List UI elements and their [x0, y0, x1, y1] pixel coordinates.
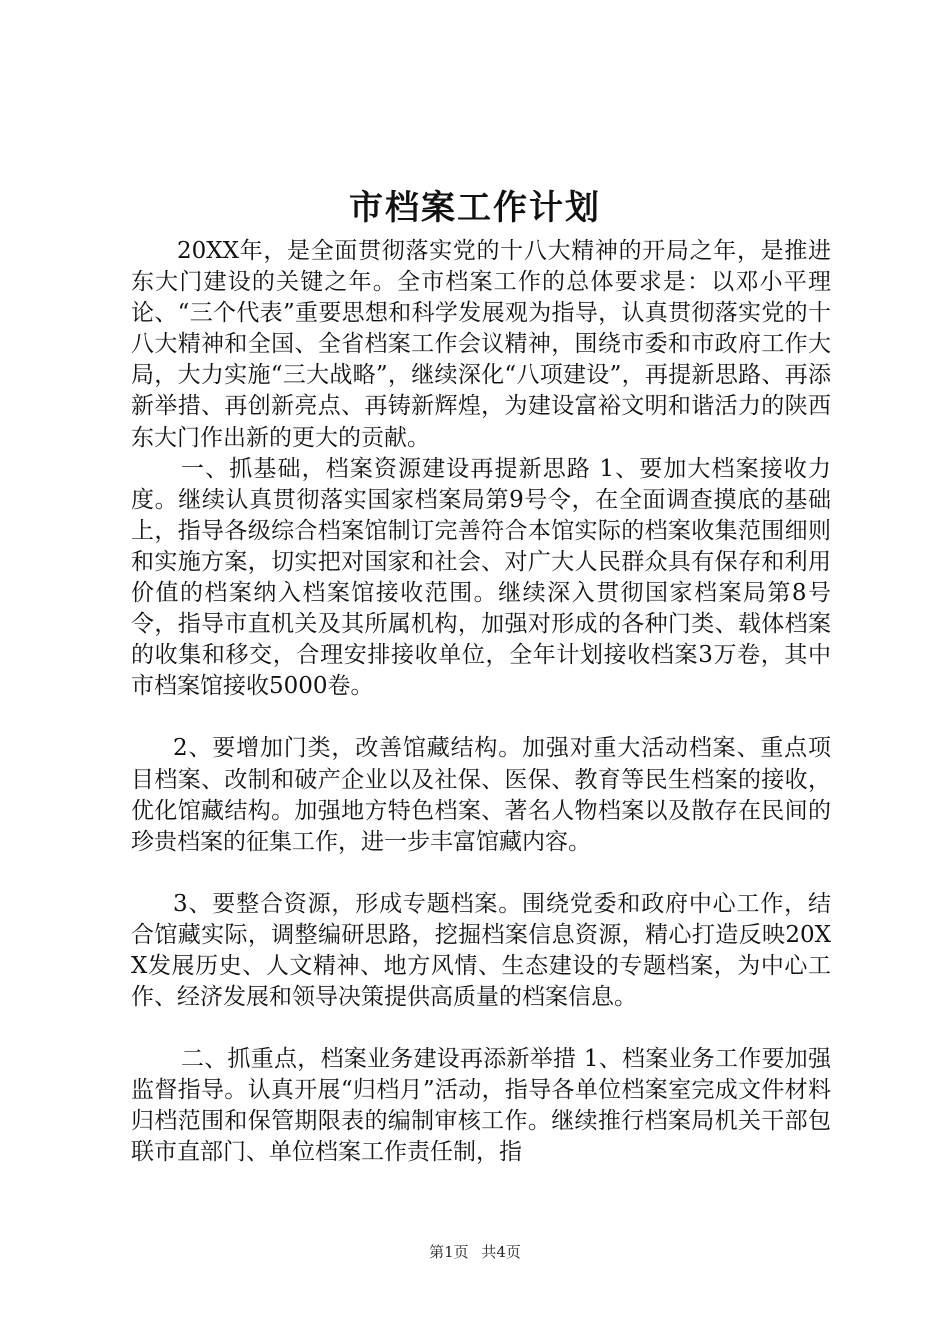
paragraph-intro: 20XX年，是全面贯彻落实党的十八大精神的开局之年，是推进东大门建设的关键之年。全市档案工作的总体要求是：以邓小平理论、“三个代表”重要思想和科学发展观为指导，认真贯彻落实党的十八大精神和全国、全省档案工作会议精神，围绕市委和市政府工作大局，大力实施“三大战略”，继续深化“八项建设”，再提新思路、再添新举措、再创新亮点、再铸新辉煌，为建设富裕文明和谐活力的陕西东大门作出新的更大的贡献。 — [131, 238, 831, 451]
paragraph-gap — [131, 702, 831, 733]
page-number: 第1页 — [429, 1243, 469, 1261]
page-total: 共4页 — [481, 1243, 521, 1261]
page-footer — [0, 1242, 950, 1262]
paragraph-section-two: 二、抓重点，档案业务建设再添新举措 1、档案业务工作要加强监督指导。认真开展“归档月”活动，指导各单位档案室完成文件材料归档范围和保管期限表的编制审核工作。继续推行档案局机关干部包联市直部门、单位档案工作责任制，指 — [131, 1046, 831, 1166]
document-body — [131, 236, 831, 1169]
paragraph-item-three: 3、要整合资源，形成专题档案。围绕党委和政府中心工作，结合馆藏实际，调整编研思路，挖掘档案信息资源，精心打造反映20XX发展历史、人文精神、地方风情、生态建设的专题档案，为中心工作、经济发展和领导决策提供高质量的档案信息。 — [131, 890, 831, 1011]
paragraph-gap — [131, 858, 831, 889]
paragraph-gap — [131, 1013, 831, 1044]
paragraph-section-one: 一、抓基础，档案资源建设再提新思路 1、要加大档案接收力度。继续认真贯彻落实国家档案局第9号令，在全面调查摸底的基础上，指导各级综合档案馆制订完善符合本馆实际的档案收集范围细则和实施方案，切实把对国家和社会、对广大人民群众具有保存和利用价值的档案纳入档案馆接收范围。继续深入贯彻国家档案局第8号令，指导市直机关及其所属机构，加强对形成的各种门类、载体档案的收集和移交，合理安排接收单位，全年计划接收档案3万卷，其中市档案馆接收5000卷。 — [131, 455, 831, 700]
document-title: 市档案工作计划 — [349, 188, 601, 228]
paragraph-item-two: 2、要增加门类，改善馆藏结构。加强对重大活动档案、重点项目档案、改制和破产企业以及社保、医保、教育等民生档案的接收，优化馆藏结构。加强地方特色档案、著名人物档案以及散存在民间的珍贵档案的征集工作，进一步丰富馆藏内容。 — [131, 735, 831, 855]
